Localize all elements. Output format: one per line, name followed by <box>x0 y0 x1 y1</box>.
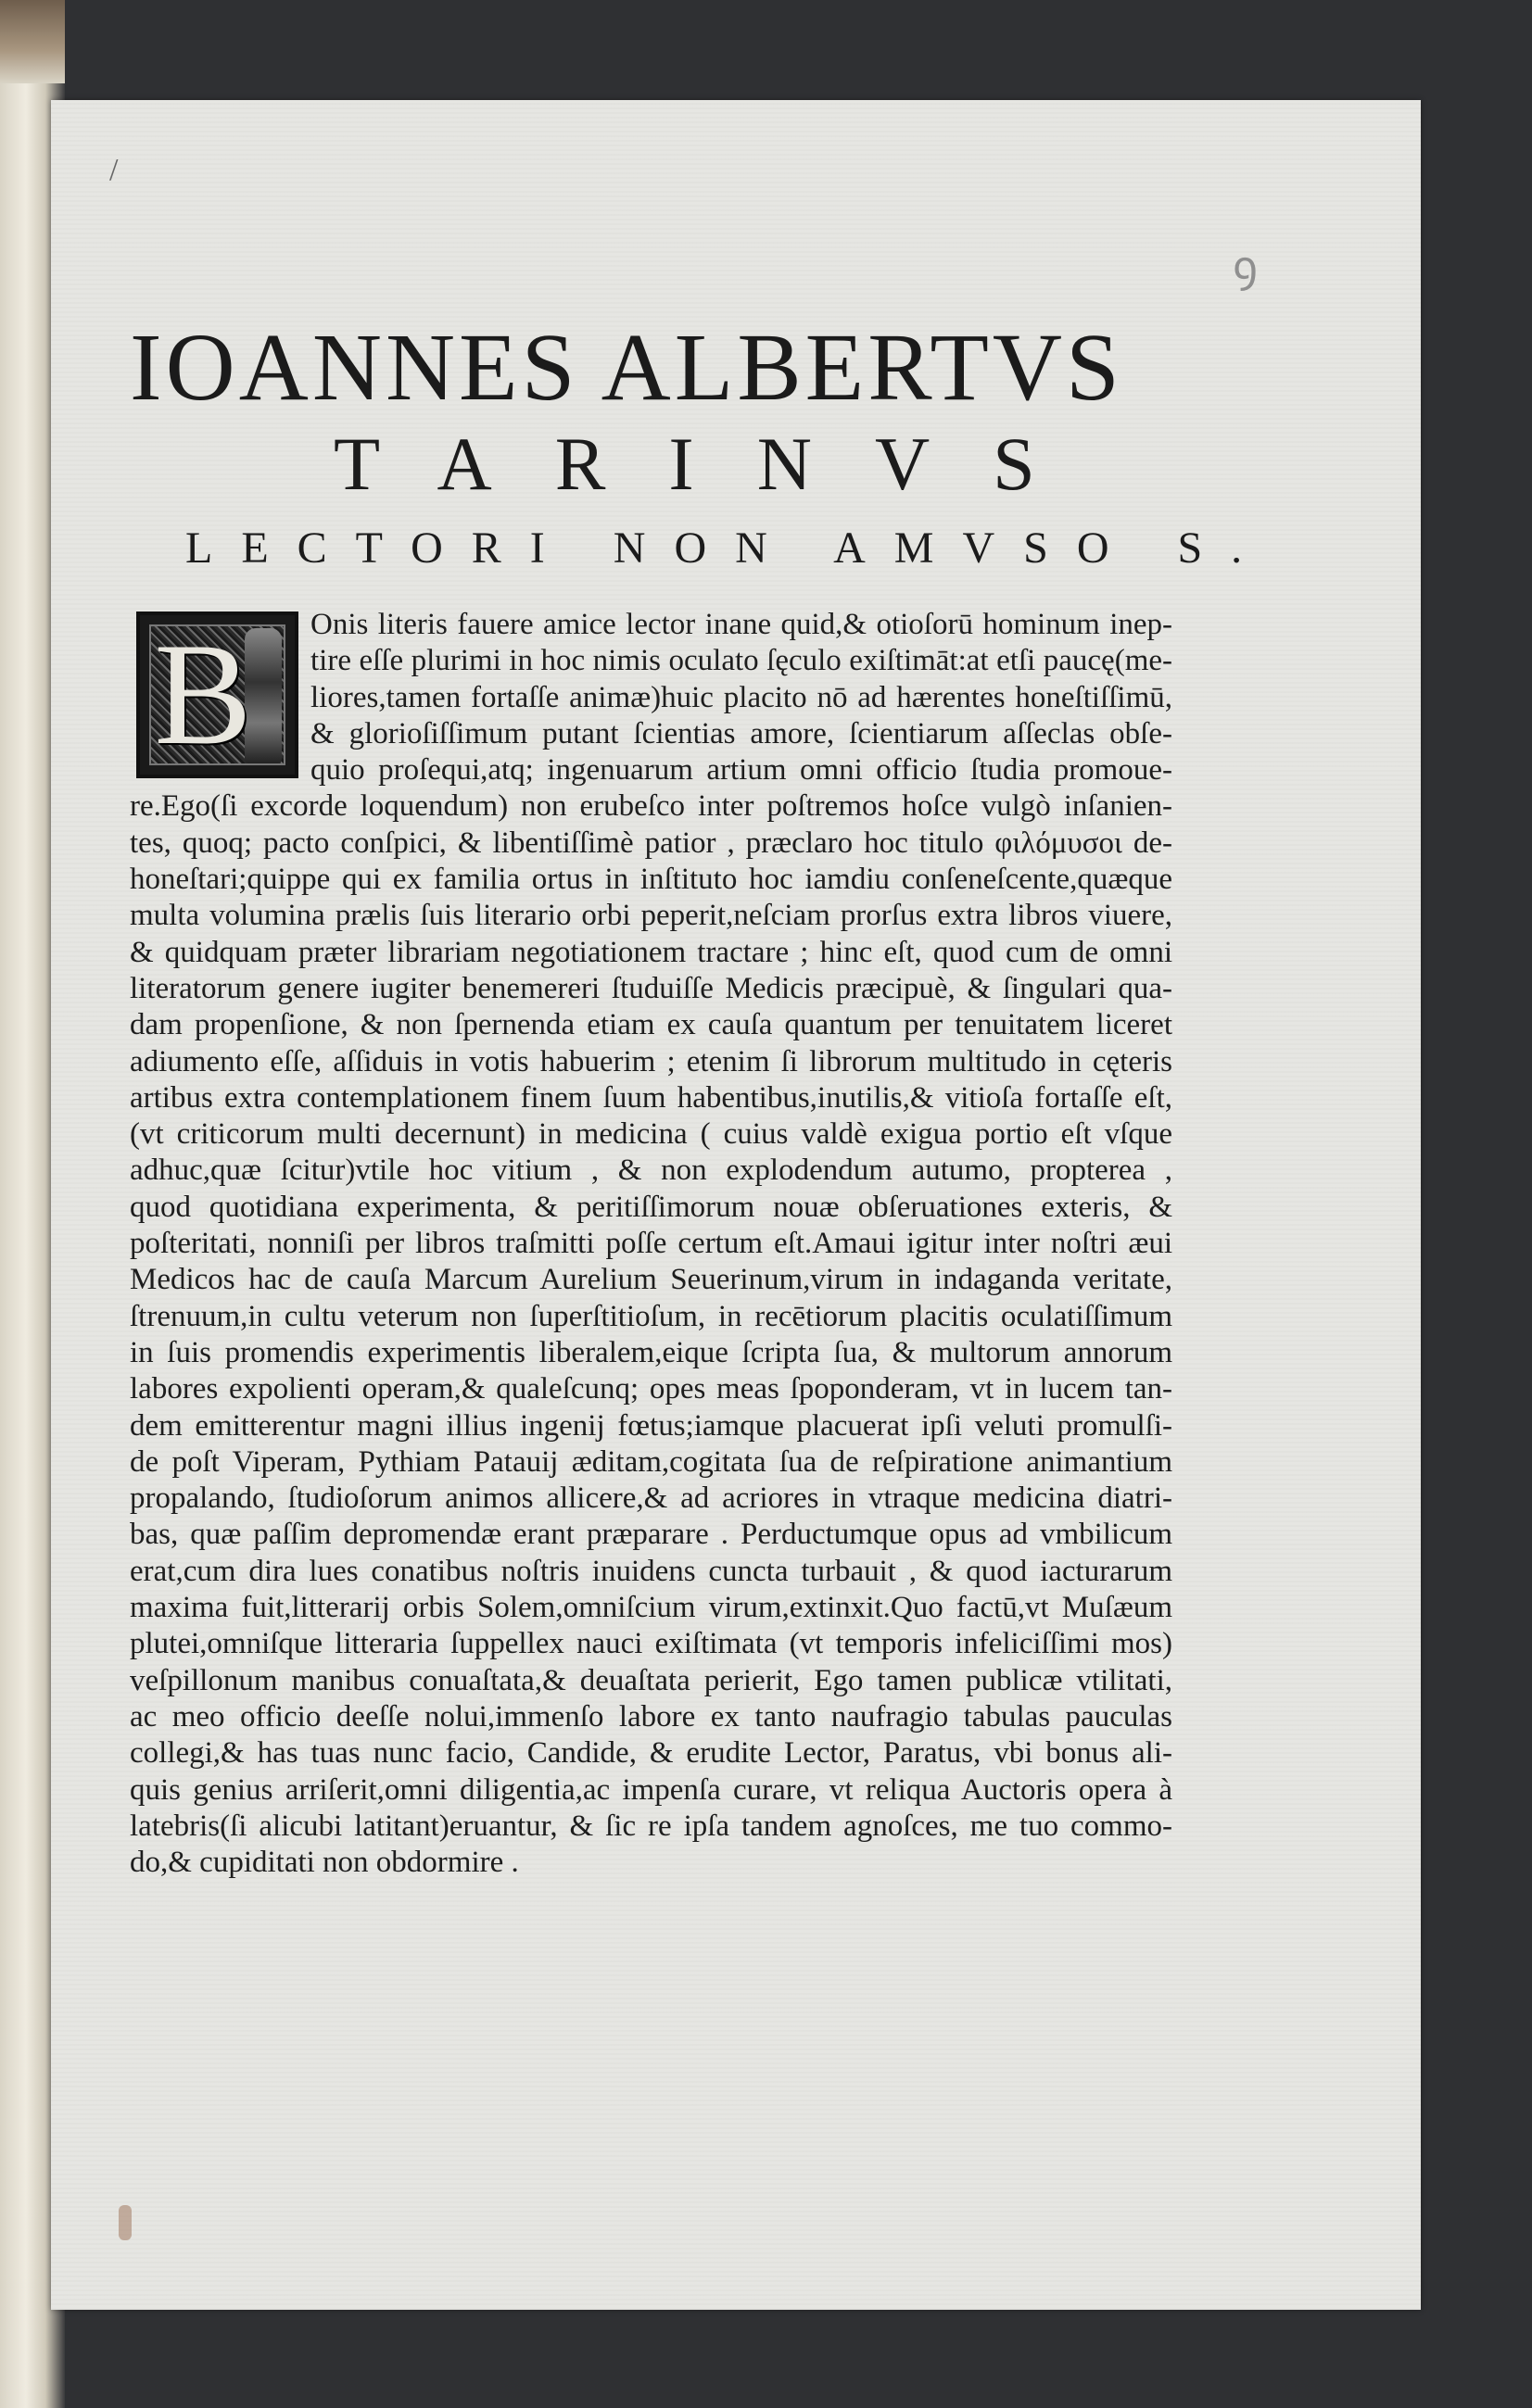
text-line: de poſt Viperam, Pythiam Patauij æditam,cogitata ſua de reſpiratione animantium <box>130 1444 1172 1479</box>
text-line: Medicos hac de cauſa Marcum Aurelium Seuerinum,virum in indaganda veritate, <box>130 1263 1172 1297</box>
initial-letter: B <box>154 613 252 775</box>
text-line: quio proſequi,atq; ingenuarum artium omni officio ſtudia promoue- <box>310 753 1172 788</box>
title-author-surname: TARINVS <box>334 422 1098 506</box>
text-line: latebris(ſi alicubi latitant)eruantur, & ſic re ipſa tandem agnoſces, me tuo commo- <box>130 1809 1172 1843</box>
text-line: in ſuis promendis experimentis liberalem,eique ſcripta ſua, & multorum annorum <box>130 1335 1172 1369</box>
paper-stain <box>119 2205 132 2240</box>
text-line: bas, quæ paſſim depromendæ erant præparare . Perductumque opus ad vmbilicum <box>130 1518 1172 1552</box>
text-line: quod quotidiana experimenta, & peritiſſimorum nouæ obſeruationes exteris, & <box>130 1190 1172 1224</box>
text-line: do,& cupiditati non obdormire . <box>130 1846 519 1880</box>
text-line: liores,tamen fortaſſe animæ)huic placito nō ad hærentes honeſtiſſimū, <box>310 680 1172 714</box>
text-line: ac meo officio deeſſe nolui,immenſo labore ex tanto naufragio tabulas pauculas <box>130 1699 1172 1734</box>
text-line: tes, quoq; pacto conſpici, & libentiſſimè patior , præclaro hoc titulo φιλόμυσοι de- <box>130 826 1172 860</box>
corner-tick-mark: / <box>109 153 119 187</box>
text-line: dem emitterentur magni illius ingenij fœtus;iamque placuerat ipſi veluti promulſi- <box>130 1408 1172 1443</box>
text-line: dam propenſione, & non ſpernenda etiam ex cauſa quantum per tenuitatem liceret <box>130 1008 1172 1042</box>
title-dedication: LECTORI NON AMVSO S. <box>185 523 1272 573</box>
body-text <box>130 607 1172 1881</box>
text-line: propalando, ſtudioſorum animos allicere,& ad acriores in vtraque medicina diatri- <box>130 1481 1172 1516</box>
text-line: Onis literis fauere amice lector inane quid,& otioſorū hominum inep- <box>310 608 1172 641</box>
text-line: ſtrenuum,in cultu veterum non ſuperſtitioſum, in recētiorum placitis oculatiſſimum <box>130 1299 1172 1333</box>
folio-mark: ꝯ <box>1233 243 1259 290</box>
text-line: & quidquam præter librariam negotiationem tractare ; hinc eſt, quod cum de omni <box>130 935 1172 969</box>
text-line: honeſtari;quippe qui ex familia ortus in inſtituto hoc iamdiu conſeneſcente,quæque <box>130 863 1172 897</box>
text-line: adiumento eſſe, aſſiduis in votis habuerim ; etenim ſi librorum multitudo in cęteris <box>130 1044 1172 1078</box>
text-line: artibus extra contemplationem finem ſuum habentibus,inutilis,& vitioſa fortaſſe eſt, <box>130 1080 1172 1115</box>
title-author-name: IOANNES ALBERTVS <box>130 314 1123 421</box>
text-line: maxima fuit,litterarij orbis Solem,omniſcium virum,extinxit.Quo factū,vt Muſæum <box>130 1591 1172 1625</box>
text-line: & glorioſiſſimum putant ſcientias amore, ſcientiarum aſſeclas obſe- <box>310 716 1172 750</box>
text-line: veſpillonum manibus conuaſtata,& deuaſtata perierit, Ego tamen publicæ vtilitati, <box>130 1663 1172 1697</box>
text-line: multa volumina prælis ſuis literario orbi peperit,neſciam prorſus extra libros viuere, <box>130 899 1172 933</box>
text-line: adhuc,quæ ſcitur)vtile hoc vitium , & non explodendum autumo, propterea , <box>130 1154 1172 1188</box>
text-line: (vt criticorum multi decernunt) in medicina ( cuius valdè exigua portio eſt vſque <box>130 1117 1172 1152</box>
text-line: tire eſſe plurimi in hoc nimis oculato ſęculo exiſtimāt:at etſi paucę(me- <box>310 644 1172 678</box>
text-line: plutei,omniſque litteraria ſuppellex nauci exiſtimata (vt temporis infeliciſſimi mos) <box>130 1627 1172 1661</box>
text-line: poſteritati, nonniſi per libros traſmitti poſſe certum eſt.Amaui igitur inter noſtri æui <box>130 1227 1172 1261</box>
text-line: literatorum genere iugiter benemereri ſtuduiſſe Medicis præcipuè, & ſingulari qua- <box>130 971 1172 1005</box>
text-line: re.Ego(ſi excorde loquendum) non erubeſco inter poſtremos hoſce vulgò inſanien- <box>130 789 1172 824</box>
text-line: quis genius arriſerit,omni diligentia,ac impenſa curare, vt reliqua Auctoris opera à <box>130 1772 1172 1807</box>
text-line: erat,cum dira lues conatibus noſtris inuidens cuncta turbauit , & quod iacturarum <box>130 1554 1172 1588</box>
book-binding-top <box>0 0 65 83</box>
text-line: collegi,& has tuas nunc facio, Candide, & erudite Lector, Paratus, vbi bonus ali- <box>130 1736 1172 1771</box>
text-line: labores expolienti operam,& qualeſcunq; opes meas ſpoponderam, vt in lucem tan- <box>130 1372 1172 1406</box>
